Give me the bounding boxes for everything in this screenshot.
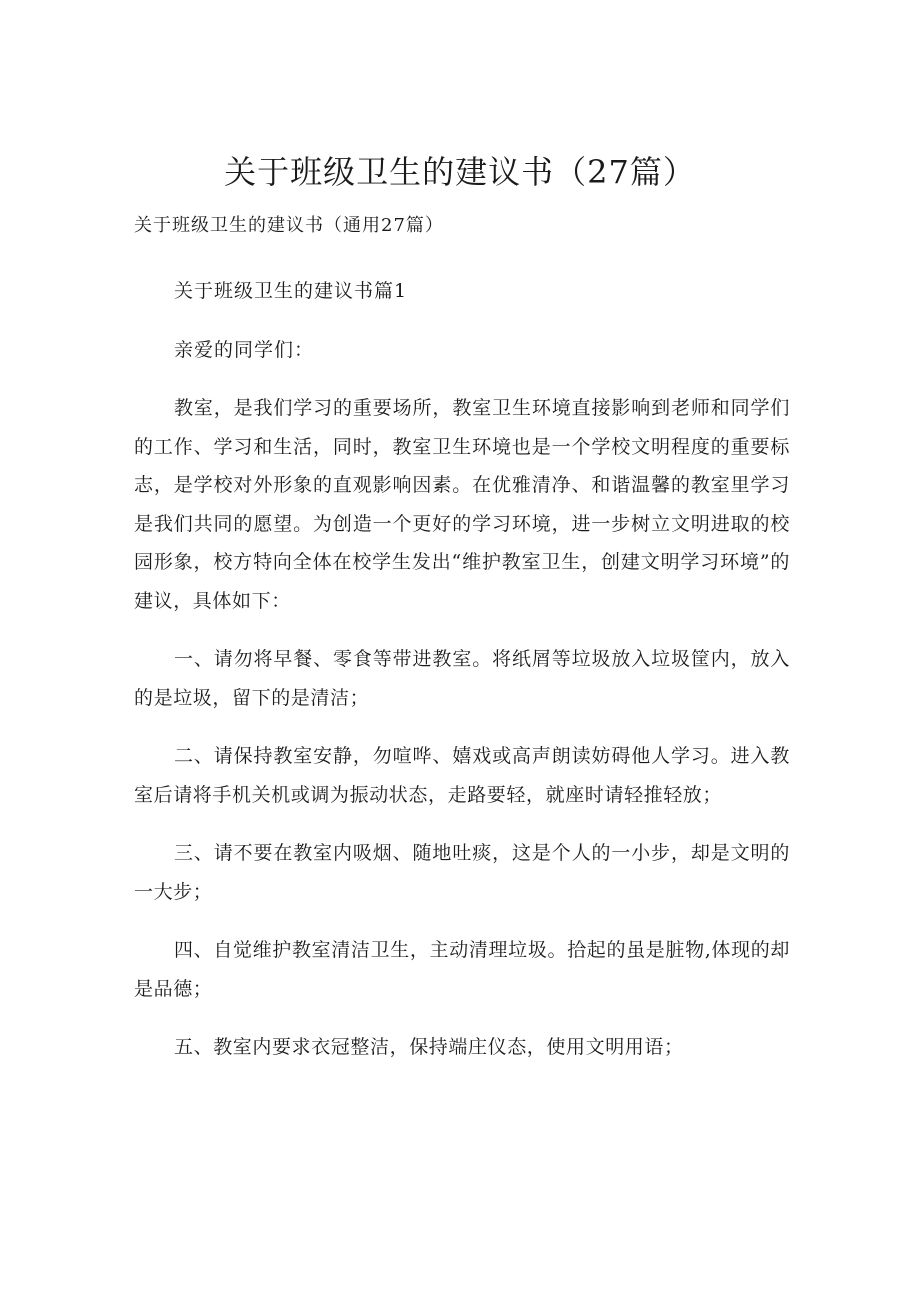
document-title: 关于班级卫生的建议书（27篇） [224,153,696,191]
section-heading: 关于班级卫生的建议书篇1 [174,280,408,302]
body-paragraph: 四、自觉维护教室清洁卫生，主动清理垃圾。拾起的虽是脏物,体现的却是品德； [134,939,790,1000]
body-paragraph: 五、教室内要求衣冠整洁，保持端庄仪态，使用文明用语； [174,1036,684,1058]
body-paragraph: 一、请勿将早餐、零食等带进教室。将纸屑等垃圾放入垃圾筐内，放入的是垃圾，留下的是清洁； [134,648,790,709]
body-paragraph: 三、请不要在教室内吸烟、随地吐痰，这是个人的一小步，却是文明的一大步； [134,842,790,903]
document-body [134,272,790,1087]
document-subtitle: 关于班级卫生的建议书（通用27篇） [134,215,444,236]
body-paragraph: 教室，是我们学习的重要场所，教室卫生环境直接影响到老师和同学们的工作、学习和生活，同时，教室卫生环境也是一个学校文明程度的重要标志，是学校对外形象的直观影响因素。在优雅清净、和谐温馨的教室里学习是我们共同的愿望。为创造一个更好的学习环境，进一步树立文明进取的校园形象，校方特向全体在校学生发出“维护教室卫生，创建文明学习环境”的建议，具体如下： [134,397,790,612]
body-paragraph: 二、请保持教室安静，勿喧哗、嬉戏或高声朗读妨碍他人学习。进入教室后请将手机关机或调为振动状态，走路要轻，就座时请轻推轻放； [134,745,790,806]
salutation: 亲爱的同学们： [174,338,315,361]
